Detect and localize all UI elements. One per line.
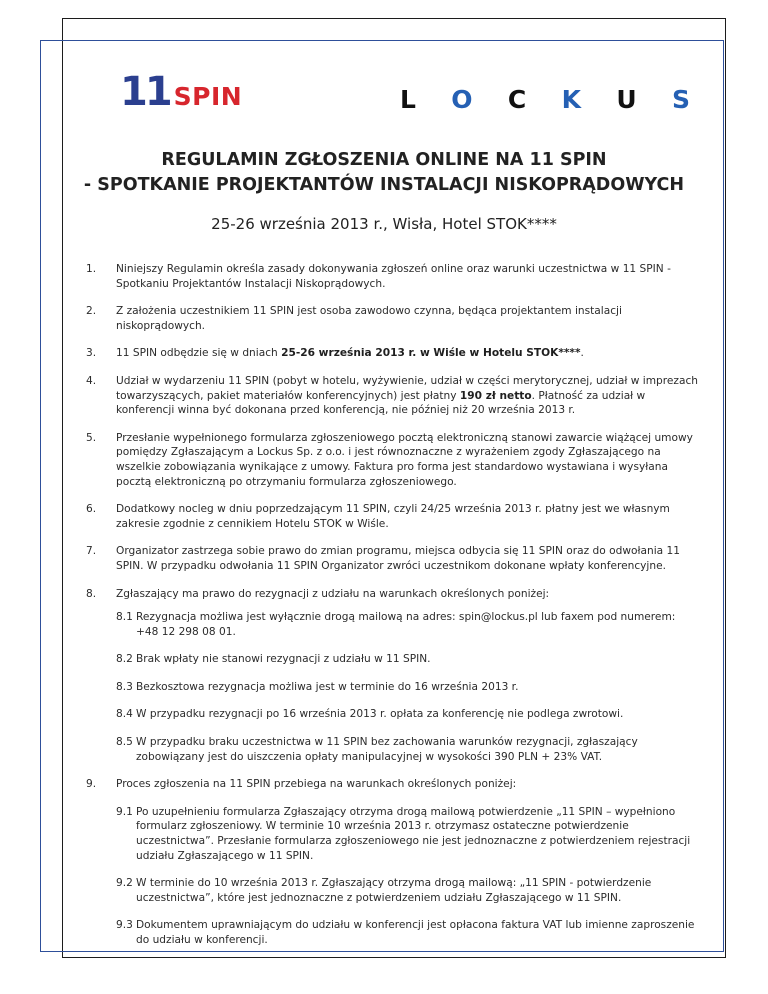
- rule-item: [86, 777, 698, 792]
- rule-text: Z założenia uczestnikiem 11 SPIN jest osoba zawodowo czynna, będąca projektantem instalacji niskoprądowych.: [116, 305, 622, 332]
- rule-text: Organizator zastrzega sobie prawo do zmian programu, miejsca odbycia się 11 SPIN oraz do odwołania 11 SPIN. W przypadku odwołania 11 SPIN Organizator zwróci uczestnikom dokonane wpłaty konferencyjne.: [116, 545, 680, 572]
- rule-text-part: 11 SPIN odbędzie się w dniach: [116, 347, 282, 360]
- sub-rule-text: Po uzupełnieniu formularza Zgłaszający otrzyma drogą mailową potwierdzenie „11 SPIN – wypełniono formularz zgłoszeniowy. W terminie 10 września 2013 r. otrzymasz ostateczne potwierdzenie uczestnictwa”. Przesłanie formularza zgłoszeniowego nie jest jednoznaczne z potwierdzeniem rejestracji udziału Zgłaszającego w 11 SPIN.: [136, 805, 691, 862]
- rule-item: [86, 346, 698, 361]
- rule-text-intro: Zgłaszający ma prawo do rezygnacji z udziału na warunkach określonych poniżej:: [116, 587, 550, 600]
- rule-number: 7.: [86, 545, 97, 558]
- title-line-1: REGULAMIN ZGŁOSZENIA ONLINE NA 11 SPIN: [161, 150, 607, 170]
- sub-rule-item: [86, 805, 698, 863]
- sub-rule-text: Dokumentem uprawniającym do udziału w konferencji jest opłacona faktura VAT lub imienne zaproszenie do udziału w konferencji.: [136, 919, 695, 946]
- sub-rule-number: 9.1: [116, 805, 133, 818]
- document-title: [70, 148, 698, 198]
- sub-rule-text: Brak wpłaty nie stanowi rezygnacji z udziału w 11 SPIN.: [136, 653, 431, 666]
- lockus-letter: U: [616, 85, 637, 114]
- sub-rule-number: 8.5: [116, 736, 133, 749]
- lockus-letter: S: [671, 85, 690, 114]
- sub-rule-number: 8.2: [116, 653, 133, 666]
- rule-text: [116, 777, 698, 792]
- rule-number: 5.: [86, 431, 97, 444]
- sub-rule-item: [86, 876, 698, 905]
- rule-item: [86, 544, 698, 573]
- rule-text-part: .: [580, 347, 584, 360]
- rule-number: 6.: [86, 503, 97, 516]
- rule-text: Dodatkowy nocleg w dniu poprzedzającym 11 SPIN, czyli 24/25 września 2013 r. płatny jest we własnym zakresie zgodnie z cennikiem Hotelu STOK w Wiśle.: [116, 503, 670, 530]
- rule-number: 2.: [86, 305, 97, 318]
- sub-rule-item: [86, 680, 698, 695]
- sub-rule-text: W przypadku braku uczestnictwa w 11 SPIN bez zachowania warunków rezygnacji, zgłaszający zobowiązany jest do uiszczenia opłaty manipulacyjnej w wysokości 390 PLN + 23% VAT.: [136, 736, 638, 763]
- rule-item: [86, 262, 698, 291]
- rule-text-part: . Płatność za udział w konferencji winna być dokonana przed konferencją, nie później niż 20 września 2013 r.: [116, 389, 646, 417]
- rule-item: [86, 587, 698, 602]
- sub-rule-number: 8.1: [116, 611, 133, 624]
- title-line-2: - SPOTKANIE PROJEKTANTÓW INSTALACJI NISKOPRĄDOWYCH: [83, 175, 685, 195]
- sub-rule-text: W terminie do 10 września 2013 r. Zgłaszający otrzyma drogą mailową: „11 SPIN - potwierdzenie uczestnictwa”, które jest jednoznaczne z potwierdzeniem udziału Zgłaszającego w 11 SPIN.: [136, 877, 652, 904]
- sub-rule-item: [86, 652, 698, 667]
- rule-number: 4.: [86, 374, 97, 387]
- rule-item: [86, 431, 698, 489]
- 11spin-logo: [120, 69, 243, 115]
- rule-text: [116, 587, 698, 602]
- rule-item: [86, 502, 698, 531]
- sub-rule-number: 9.3: [116, 919, 133, 932]
- sub-rule-text: Bezkosztowa rezygnacja możliwa jest w terminie do 16 września 2013 r.: [136, 680, 519, 693]
- sub-rule-text: Rezygnacja możliwa jest wyłącznie drogą mailową na adres: spin@lockus.pl lub faxem pod numerem: +48 12 298 08 01.: [136, 611, 676, 638]
- sub-rule-item: [86, 918, 698, 947]
- event-date-location: 25-26 września 2013 r., Wisła, Hotel STOK****: [211, 215, 557, 233]
- sub-rule-number: 8.3: [116, 680, 133, 693]
- rule-item: [86, 374, 698, 418]
- rule-text-bold: 190 zł netto: [459, 389, 532, 402]
- rule-text-bold: 25-26 września 2013 r. w Wiśle w Hotelu STOK****: [281, 347, 581, 360]
- rule-text-intro: Proces zgłoszenia na 11 SPIN przebiega na warunkach określonych poniżej:: [116, 778, 517, 791]
- sub-rule-item: [86, 707, 698, 722]
- lockus-logo: [400, 86, 690, 114]
- rule-number: 9.: [86, 778, 97, 791]
- rule-text-part: Udział w wydarzeniu 11 SPIN (pobyt w hotelu, wyżywienie, udział w części merytorycznej, udział w imprezach towarzyszących, pakiet materiałów konferencyjnych) jest płatny: [116, 374, 699, 402]
- sub-rule-text: W przypadku rezygnacji po 16 września 2013 r. opłata za konferencję nie podlega zwrotowi.: [136, 708, 624, 721]
- 11spin-logo-number: 11: [120, 69, 170, 115]
- rule-number: 3.: [86, 347, 97, 360]
- sub-rule-item: [86, 610, 698, 639]
- sub-rule-number: 9.2: [116, 877, 133, 890]
- 11spin-logo-word: SPIN: [173, 82, 243, 111]
- lockus-letter: L: [400, 85, 416, 114]
- sub-rule-item: [86, 735, 698, 764]
- rule-item: [86, 304, 698, 333]
- rule-text: [116, 374, 698, 418]
- lockus-letter: O: [451, 85, 473, 114]
- rule-text: Niniejszy Regulamin określa zasady dokonywania zgłoszeń online oraz warunki uczestnictwa w 11 SPIN - Spotkaniu Projektantów Instalacji Niskoprądowych.: [116, 263, 671, 290]
- lockus-letter: C: [507, 85, 527, 114]
- rule-text: [116, 346, 698, 361]
- rules-list: [86, 262, 698, 948]
- rule-number: 1.: [86, 263, 97, 275]
- sub-rule-number: 8.4: [116, 708, 133, 721]
- lockus-letter: K: [561, 85, 581, 114]
- rule-number: 8.: [86, 587, 97, 600]
- rule-text: Przesłanie wypełnionego formularza zgłoszeniowego pocztą elektroniczną stanowi zawarcie wiążącej umowy pomiędzy Zgłaszającym a Lockus Sp. z o.o. i jest równoznaczne z wyrażeniem zgody Zgłaszającego na wszelkie zobowiązania wynikające z umowy. Faktura pro forma jest standardowo wystawiana i wysyłana pocztą elektroniczną po otrzymaniu formularza zgłoszeniowego.: [116, 431, 693, 488]
